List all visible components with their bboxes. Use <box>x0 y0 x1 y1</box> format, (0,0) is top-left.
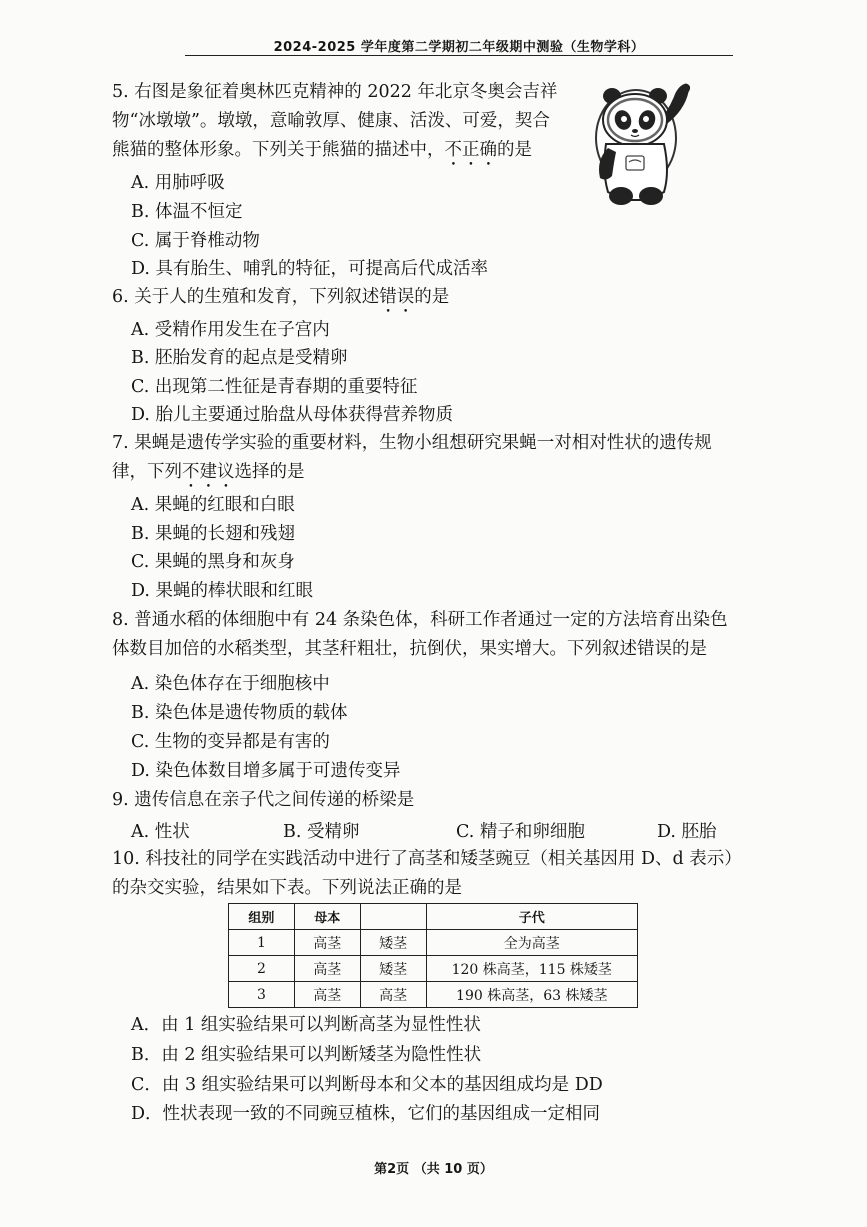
table-row <box>229 930 638 956</box>
q10-option-a: A．由 1 组实验结果可以判断高茎为显性性状 <box>131 1015 481 1035</box>
table-cell: 高茎 <box>294 982 360 1008</box>
q5-stem-line3: 熊猫的整体形象。下列关于熊猫的描述中，不正确的是 <box>112 140 532 160</box>
q8-option-d: D. 染色体数目增多属于可遗传变异 <box>131 761 401 781</box>
q6-option-c: C. 出现第二性征是青春期的重要特征 <box>131 377 418 397</box>
table-cell: 1 <box>229 930 295 956</box>
table-row <box>229 956 638 982</box>
header-rule <box>185 55 733 56</box>
q7-option-c: C. 果蝇的黑身和灰身 <box>131 552 295 572</box>
q8-option-a: A. 染色体存在于细胞核中 <box>131 674 330 694</box>
table-header-cell <box>360 904 426 930</box>
page-header: 2024-2025 学年度第二学期初二年级期中测验（生物学科） <box>273 40 645 55</box>
table-cell: 2 <box>229 956 295 982</box>
table-cell: 高茎 <box>294 956 360 982</box>
table-cell: 矮茎 <box>360 930 426 956</box>
q5-stem-line2: 物“冰墩墩”。墩墩，意喻敦厚、健康、活泼、可爱，契合 <box>112 111 550 131</box>
q6-stem: 6. 关于人的生殖和发育，下列叙述错误的是 <box>112 287 450 307</box>
q7-emphasis: 不建议 <box>182 462 235 482</box>
q9-stem: 9. 遗传信息在亲子代之间传递的桥梁是 <box>112 790 415 810</box>
q10-stem-line1: 10. 科技社的同学在实践活动中进行了高茎和矮茎豌豆（相关基因用 D、d 表示） <box>112 849 742 869</box>
q8-option-b: B. 染色体是遗传物质的载体 <box>131 703 348 723</box>
table-cell: 矮茎 <box>360 956 426 982</box>
q8-option-c: C. 生物的变异都是有害的 <box>131 732 330 752</box>
q6-option-b: B. 胚胎发育的起点是受精卵 <box>131 348 348 368</box>
table-cell: 高茎 <box>294 930 360 956</box>
q5-option-c: C. 属于脊椎动物 <box>131 231 260 251</box>
table-cell: 190 株高茎，63 株矮茎 <box>426 982 637 1008</box>
table-header-cell: 组别 <box>229 904 295 930</box>
table-header-row <box>229 904 638 930</box>
q5-option-a: A. 用肺呼吸 <box>131 173 225 193</box>
q8-stem-line1: 8. 普通水稻的体细胞中有 24 条染色体，科研工作者通过一定的方法培育出染色 <box>112 610 728 630</box>
cross-results-table <box>228 903 638 1008</box>
table-cell: 全为高茎 <box>426 930 637 956</box>
q7-stem-line1: 7. 果蝇是遗传学实验的重要材料，生物小组想研究果蝇一对相对性状的遗传规 <box>112 433 712 453</box>
table-header-cell: 子代 <box>426 904 637 930</box>
q6-option-d: D. 胎儿主要通过胎盘从母体获得营养物质 <box>131 405 454 425</box>
table-header-cell: 母本 <box>294 904 360 930</box>
q5-option-d: D. 具有胎生、哺乳的特征，可提高后代成活率 <box>131 259 489 279</box>
q7-option-a: A. 果蝇的红眼和白眼 <box>131 495 295 515</box>
bing-dwen-dwen-image <box>588 80 698 208</box>
q5-emphasis: 不正确 <box>444 140 497 160</box>
q8-stem-line2: 体数目加倍的水稻类型，其茎秆粗壮，抗倒伏，果实增大。下列叙述错误的是 <box>112 639 707 659</box>
q10-stem-line2: 的杂交实验，结果如下表。下列说法正确的是 <box>112 878 462 898</box>
q7-option-d: D. 果蝇的棒状眼和红眼 <box>131 581 314 601</box>
table-row <box>229 982 638 1008</box>
q9-option-a: A. 性状 <box>131 822 190 842</box>
q7-option-b: B. 果蝇的长翅和残翅 <box>131 524 295 544</box>
q10-option-c: C．由 3 组实验结果可以判断母本和父本的基因组成均是 DD <box>131 1075 603 1095</box>
q9-option-d: D. 胚胎 <box>657 822 717 842</box>
q5-stem-line1: 5. 右图是象征着奥林匹克精神的 2022 年北京冬奥会吉祥 <box>112 82 558 102</box>
q6-emphasis: 错误 <box>379 287 415 307</box>
q9-option-c: C. 精子和卵细胞 <box>456 822 585 842</box>
table-cell: 3 <box>229 982 295 1008</box>
q5-option-b: B. 体温不恒定 <box>131 202 243 222</box>
page-footer: 第2页 （共 10 页） <box>374 1162 493 1177</box>
table-cell: 高茎 <box>360 982 426 1008</box>
q9-option-b: B. 受精卵 <box>283 822 360 842</box>
q10-option-d: D．性状表现一致的不同豌豆植株，它们的基因组成一定相同 <box>131 1104 601 1124</box>
q7-stem-line2: 律，下列不建议选择的是 <box>112 462 305 482</box>
table-cell: 120 株高茎，115 株矮茎 <box>426 956 637 982</box>
q6-option-a: A. 受精作用发生在子宫内 <box>131 320 330 340</box>
q10-option-b: B．由 2 组实验结果可以判断矮茎为隐性性状 <box>131 1045 482 1065</box>
